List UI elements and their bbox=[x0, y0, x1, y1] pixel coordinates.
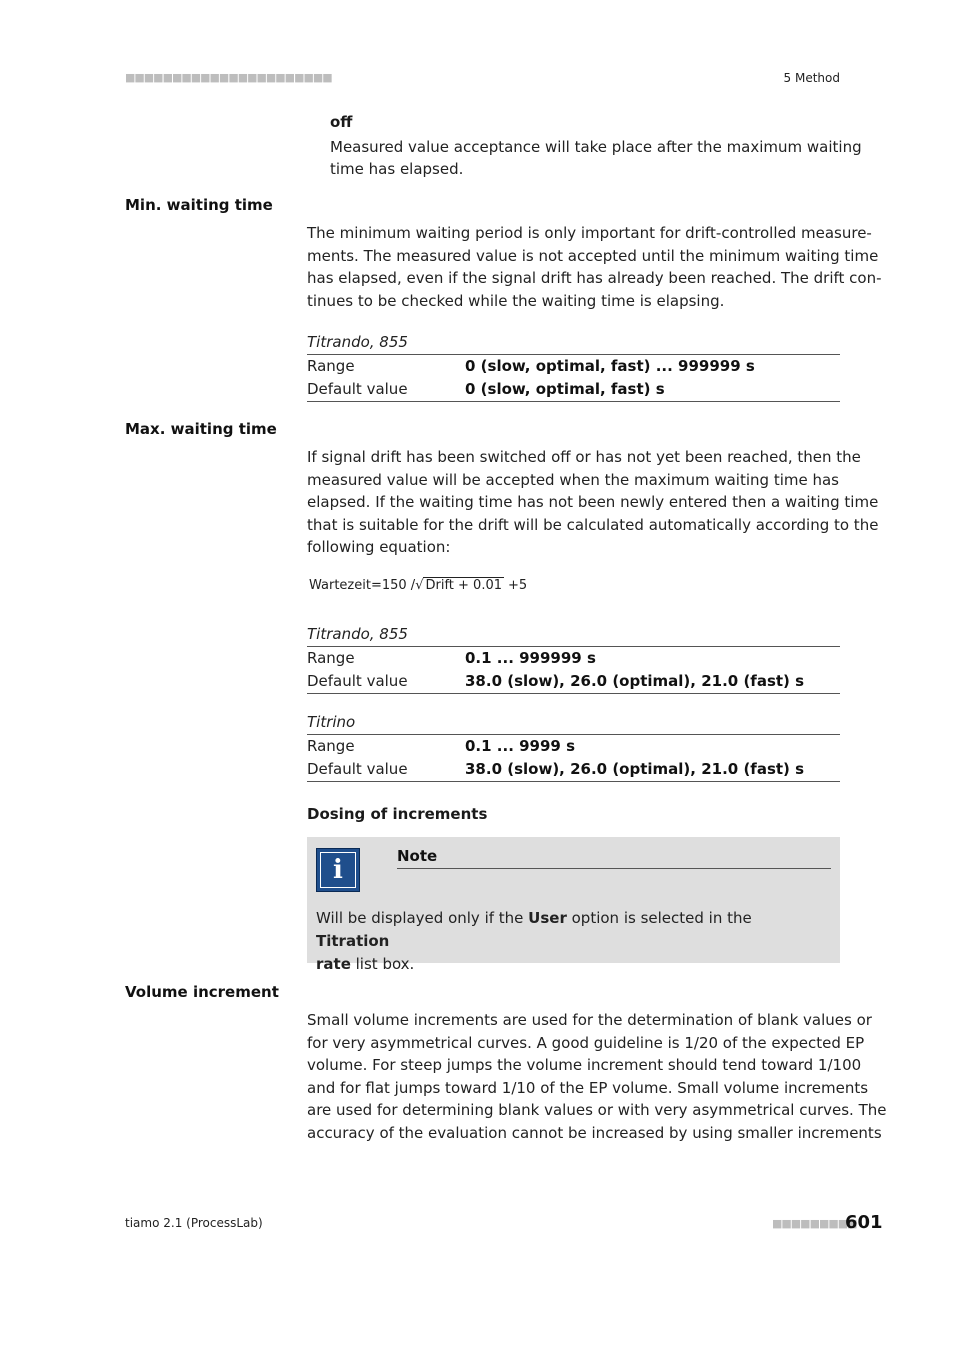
paragraph-line: elapsed. If the waiting time has not been newly entered then a waiting time bbox=[307, 493, 879, 511]
table-caption: Titrino bbox=[307, 713, 356, 731]
max-waiting-titrino-table bbox=[307, 711, 840, 782]
table-key: Default value bbox=[307, 672, 408, 690]
paragraph-line: has elapsed, even if the signal drift has already been reached. The drift con- bbox=[307, 269, 882, 287]
off-option-label: off bbox=[330, 113, 353, 131]
table-row bbox=[307, 758, 840, 781]
paragraph-line: ments. The measured value is not accepted until the minimum waiting time bbox=[307, 246, 879, 265]
paragraph-line: If signal drift has been switched off or has not yet been reached, then the bbox=[307, 448, 861, 466]
table-row bbox=[307, 355, 840, 378]
table-key: Range bbox=[307, 649, 355, 667]
paragraph-line: measured value will be accepted when the maximum waiting time has bbox=[307, 470, 839, 489]
footer-product: tiamo 2.1 (ProcessLab) bbox=[125, 1216, 263, 1230]
table-value: 0 (slow, optimal, fast) ... 999999 s bbox=[465, 357, 755, 375]
off-option-desc-line1: Measured value acceptance will take place after the maximum waiting bbox=[330, 138, 862, 156]
paragraph-line: tinues to be checked while the waiting time is elapsing. bbox=[307, 291, 725, 310]
volume-increment-heading: Volume increment bbox=[125, 983, 279, 1001]
info-icon-glyph: i bbox=[333, 855, 343, 885]
table-caption: Titrando, 855 bbox=[307, 333, 408, 351]
paragraph-line: volume. For steep jumps the volume increment should tend toward 1/100 bbox=[307, 1056, 862, 1074]
volume-increment-paragraph bbox=[307, 1009, 887, 1144]
page-number: 601 bbox=[845, 1212, 883, 1233]
waiting-time-formula bbox=[309, 578, 527, 593]
max-waiting-titrando-table bbox=[307, 623, 840, 694]
min-waiting-time-heading: Min. waiting time bbox=[125, 196, 273, 214]
off-option-desc-line2: time has elapsed. bbox=[330, 160, 464, 178]
note-divider bbox=[397, 868, 831, 869]
paragraph-line: are used for determining blank values or with very asymmetrical curves. The bbox=[307, 1101, 887, 1119]
paragraph-line: and for flat jumps toward 1/10 of the EP volume. Small volume increments bbox=[307, 1078, 869, 1097]
table-rule bbox=[307, 401, 840, 402]
min-waiting-paragraph bbox=[307, 222, 882, 312]
footer-decoration: ■■■■■■■■■ bbox=[772, 1217, 857, 1230]
note-term-titration: Titration bbox=[316, 932, 390, 950]
table-rule bbox=[307, 781, 840, 782]
table-key: Range bbox=[307, 357, 355, 375]
header-section-title: 5 Method bbox=[783, 71, 840, 85]
paragraph-line: The minimum waiting period is only important for drift-controlled measure- bbox=[307, 224, 872, 242]
paragraph-line: following equation: bbox=[307, 538, 451, 556]
note-title: Note bbox=[397, 847, 438, 865]
formula-radicand: Drift + 0.01 bbox=[425, 578, 502, 593]
table-value: 0.1 ... 999999 s bbox=[465, 649, 596, 667]
sqrt-icon: √ bbox=[415, 578, 424, 593]
table-rule bbox=[307, 693, 840, 694]
table-value: 0 (slow, optimal, fast) s bbox=[465, 380, 665, 398]
info-icon bbox=[316, 848, 360, 892]
formula-right: +5 bbox=[508, 578, 528, 593]
table-row bbox=[307, 670, 840, 693]
paragraph-line: Small volume increments are used for the determination of blank values or bbox=[307, 1011, 872, 1029]
note-term-rate: rate bbox=[316, 955, 351, 973]
table-key: Range bbox=[307, 737, 355, 755]
table-caption: Titrando, 855 bbox=[307, 625, 408, 643]
formula-left: Wartezeit=150 / bbox=[309, 578, 416, 593]
note-box bbox=[307, 837, 840, 973]
table-value: 38.0 (slow), 26.0 (optimal), 21.0 (fast) s bbox=[465, 760, 805, 778]
min-waiting-table bbox=[307, 331, 840, 402]
max-waiting-paragraph bbox=[307, 446, 878, 559]
paragraph-line: that is suitable for the drift will be calculated automatically according to the bbox=[307, 515, 879, 534]
table-value: 38.0 (slow), 26.0 (optimal), 21.0 (fast) s bbox=[465, 672, 805, 690]
table-key: Default value bbox=[307, 380, 408, 398]
header-decoration: ■■■■■■■■■■■■■■■■■■■■■■ bbox=[125, 71, 332, 84]
note-text: Will be displayed only if the User option is selected in the Titration rate list box. bbox=[316, 909, 752, 973]
table-row bbox=[307, 378, 840, 401]
table-row bbox=[307, 735, 840, 758]
paragraph-line: accuracy of the evaluation cannot be increased by using smaller increments bbox=[307, 1123, 882, 1142]
max-waiting-time-heading: Max. waiting time bbox=[125, 420, 277, 438]
table-key: Default value bbox=[307, 760, 408, 778]
paragraph-line: for very asymmetrical curves. A good guideline is 1/20 of the expected EP bbox=[307, 1033, 865, 1052]
table-value: 0.1 ... 9999 s bbox=[465, 737, 576, 755]
note-term-user: User bbox=[528, 909, 567, 927]
dosing-heading: Dosing of increments bbox=[307, 805, 488, 823]
table-row bbox=[307, 647, 840, 670]
